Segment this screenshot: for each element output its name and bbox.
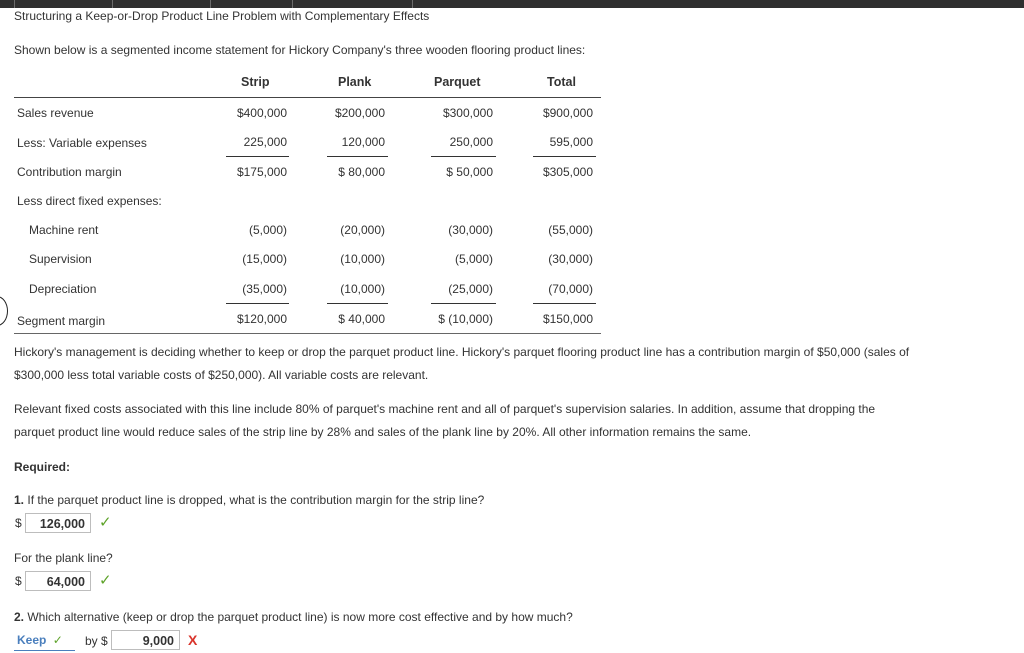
rule-parquet-depreciation	[431, 303, 496, 304]
q1b-currency: $	[15, 574, 22, 588]
rule-plank-depreciation	[327, 303, 388, 304]
keep-drop-select[interactable]	[14, 631, 75, 651]
cell-plank-sales: $200,000	[334, 106, 385, 120]
cell-total-supervision: (30,000)	[548, 252, 593, 266]
paragraph-fixed-costs	[14, 398, 875, 444]
cell-total-sales: $900,000	[542, 106, 593, 120]
question-1b-text: For the plank line?	[14, 551, 113, 565]
paragraph-fixed-costs-line2: parquet product line would reduce sales of the strip line by 28% and sales of the plank line by 20%. All other information remains the same.	[14, 425, 752, 439]
cell-parquet-supervision: (5,000)	[454, 252, 493, 266]
by-amount-label: by $	[85, 634, 108, 648]
rule-strip-variable	[226, 156, 289, 157]
question-2-number: 2.	[14, 610, 25, 624]
table-bottom-rule	[14, 333, 601, 334]
cell-strip-sales: $400,000	[236, 106, 287, 120]
question-1	[14, 493, 484, 507]
cell-strip-segment: $120,000	[236, 312, 287, 326]
cell-plank-supervision: (10,000)	[340, 252, 385, 266]
header-plank: Plank	[338, 75, 372, 89]
cell-total-variable: 595,000	[549, 135, 593, 149]
header-total: Total	[547, 75, 576, 89]
paragraph-fixed-costs-line1: Relevant fixed costs associated with this line include 80% of parquet's machine rent and all of parquet's supervision salaries. In addition, assume that dropping the	[14, 402, 876, 416]
difference-answer-input[interactable]: 9,000	[111, 630, 180, 650]
annotation-circle	[0, 296, 8, 326]
row-label-machine-rent: Machine rent	[29, 223, 99, 237]
cell-parquet-sales: $300,000	[442, 106, 493, 120]
header-strip: Strip	[241, 75, 270, 89]
cell-parquet-variable: 250,000	[449, 135, 493, 149]
question-1-text: If the parquet product line is dropped, what is the contribution margin for the strip line?	[27, 493, 485, 507]
top-toolbar-strip	[0, 0, 1024, 8]
paragraph-management-line2: $300,000 less total variable costs of $250,000). All variable costs are relevant.	[14, 368, 429, 382]
cell-total-depreciation: (70,000)	[548, 282, 593, 296]
cell-total-segment: $150,000	[542, 312, 593, 326]
plank-cm-answer-input[interactable]: 64,000	[25, 571, 91, 591]
cell-parquet-segment: $ (10,000)	[438, 312, 493, 326]
cell-parquet-cm: $ 50,000	[446, 165, 493, 179]
cell-strip-depreciation: (35,000)	[242, 282, 287, 296]
cell-plank-cm: $ 80,000	[338, 165, 385, 179]
header-rule	[14, 97, 601, 98]
rule-total-depreciation	[533, 303, 596, 304]
rule-plank-variable	[327, 156, 388, 157]
check-icon: ✓	[99, 572, 112, 589]
cell-parquet-depreciation: (25,000)	[448, 282, 493, 296]
incorrect-x-icon: X	[188, 632, 198, 648]
paragraph-management	[14, 341, 909, 387]
rule-strip-depreciation	[226, 303, 289, 304]
question-2	[14, 610, 573, 624]
question-2-text: Which alternative (keep or drop the parquet product line) is now more cost effective and by how much?	[27, 610, 573, 624]
q1-currency: $	[15, 516, 22, 530]
check-icon: ✓	[52, 633, 63, 647]
row-label-direct-fixed: Less direct fixed expenses:	[17, 194, 162, 208]
cell-strip-machine-rent: (5,000)	[248, 223, 287, 237]
cell-strip-supervision: (15,000)	[242, 252, 287, 266]
check-icon: ✓	[99, 514, 112, 531]
cell-plank-variable: 120,000	[341, 135, 385, 149]
cell-strip-cm: $175,000	[236, 165, 287, 179]
cell-total-machine-rent: (55,000)	[548, 223, 593, 237]
required-heading: Required:	[14, 460, 71, 474]
row-label-segment-margin: Segment margin	[17, 314, 106, 328]
header-parquet: Parquet	[434, 75, 481, 89]
cell-plank-depreciation: (10,000)	[340, 282, 385, 296]
row-label-variable: Less: Variable expenses	[17, 136, 147, 150]
intro-text: Shown below is a segmented income statement for Hickory Company's three wooden flooring product lines:	[14, 43, 586, 57]
row-label-depreciation: Depreciation	[29, 282, 97, 296]
page-title: Structuring a Keep-or-Drop Product Line Problem with Complementary Effects	[14, 9, 430, 23]
strip-cm-answer-input[interactable]: 126,000	[25, 513, 91, 533]
cell-plank-segment: $ 40,000	[338, 312, 385, 326]
row-label-sales: Sales revenue	[17, 106, 94, 120]
cell-plank-machine-rent: (20,000)	[340, 223, 385, 237]
cell-parquet-machine-rent: (30,000)	[448, 223, 493, 237]
keep-drop-select-value: Keep	[17, 633, 47, 647]
row-label-supervision: Supervision	[29, 252, 92, 266]
rule-parquet-variable	[431, 156, 496, 157]
rule-total-variable	[533, 156, 596, 157]
cell-strip-variable: 225,000	[243, 135, 287, 149]
row-label-cm: Contribution margin	[17, 165, 122, 179]
question-1-number: 1.	[14, 493, 25, 507]
paragraph-management-line1: Hickory's management is deciding whether to keep or drop the parquet product line. Hickory's parquet flooring product line has a contribution margin of $50,000 (sales of	[14, 345, 910, 359]
cell-total-cm: $305,000	[542, 165, 593, 179]
